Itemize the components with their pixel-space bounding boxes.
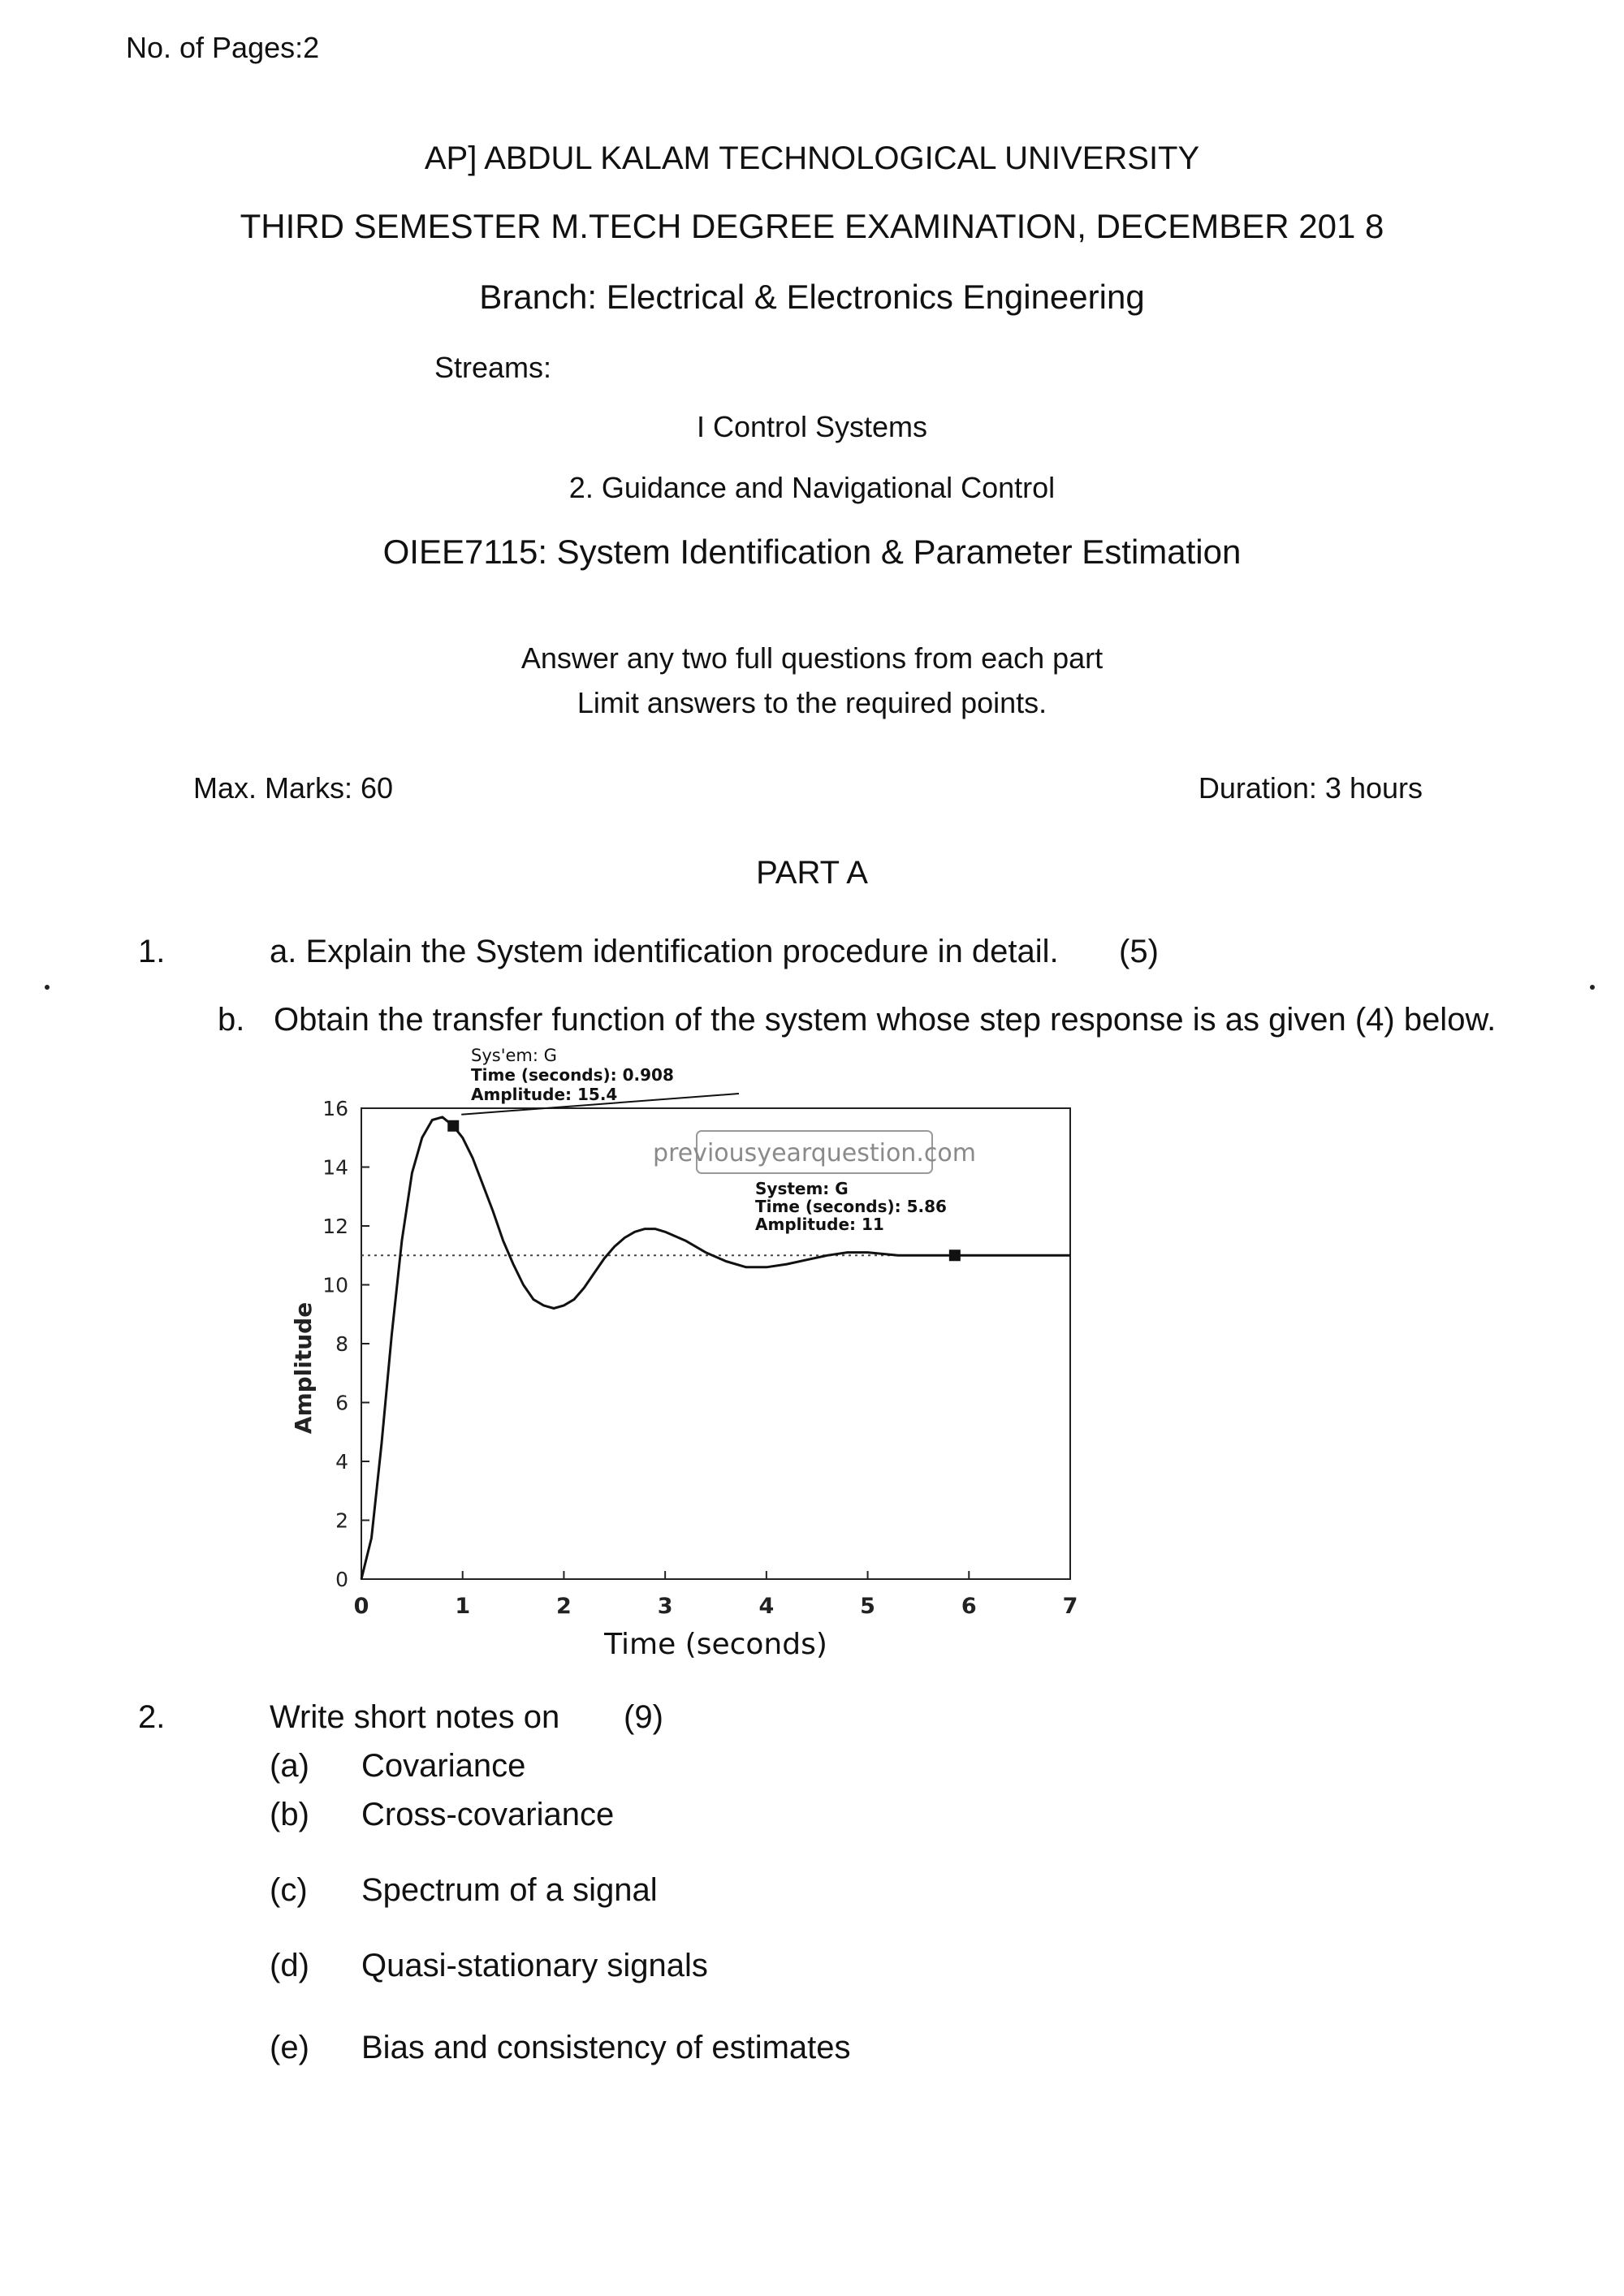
question-2-intro: Write short notes on xyxy=(270,1699,560,1735)
settling-marker xyxy=(949,1249,961,1261)
x-tick-label: 0 xyxy=(353,1594,369,1619)
y-tick-label: 16 xyxy=(322,1097,348,1120)
question-1a-text: a. Explain the System identification procedure in detail. xyxy=(270,934,1059,969)
university-name: AP] ABDUL KALAM TECHNOLOGICAL UNIVERSITY xyxy=(424,140,1200,176)
x-tick-label: 5 xyxy=(860,1594,875,1619)
margin-dot-right xyxy=(1590,985,1595,990)
question-2-marks: (9) xyxy=(624,1699,663,1735)
x-tick-label: 7 xyxy=(1062,1594,1078,1619)
question-number-2: 2. xyxy=(138,1699,166,1735)
y-tick-label: 12 xyxy=(322,1215,348,1238)
watermark-text: previousyearquestion.com xyxy=(653,1139,976,1167)
instruction-1: Answer any two full questions from each part xyxy=(520,641,1104,675)
stream-2: 2. Guidance and Navigational Control xyxy=(568,471,1056,504)
streams-label: Streams: xyxy=(434,351,552,384)
y-tick-label: 4 xyxy=(335,1450,348,1474)
list-item-text: Cross-covariance xyxy=(361,1797,615,1832)
question-number-1: 1. xyxy=(138,934,166,969)
step-response-line xyxy=(361,1117,1070,1579)
x-tick-label: 6 xyxy=(961,1594,977,1619)
y-tick-label: 6 xyxy=(335,1391,348,1415)
duration: Duration: 3 hours xyxy=(1198,771,1423,805)
list-item-label: (e) xyxy=(270,2030,309,2065)
y-tick-label: 0 xyxy=(335,1568,348,1591)
peak-annotation-amplitude: Amplitude: 15.4 xyxy=(471,1085,618,1104)
page-count: No. of Pages:2 xyxy=(126,31,320,64)
settling-annotation-time: Time (seconds): 5.86 xyxy=(755,1197,947,1216)
x-tick-label: 1 xyxy=(455,1594,471,1619)
stream-1: I Control Systems xyxy=(696,410,928,443)
y-tick-label: 8 xyxy=(335,1332,348,1356)
question-1a-marks: (5) xyxy=(1119,934,1159,969)
margin-dot-left xyxy=(45,985,50,990)
branch: Branch: Electrical & Electronics Engineering xyxy=(479,278,1145,316)
x-tick-label: 4 xyxy=(758,1594,775,1619)
peak-annotation-time: Time (seconds): 0.908 xyxy=(471,1065,674,1085)
course-title: OIEE7115: System Identification & Parameter Estimation xyxy=(382,533,1242,571)
y-axis-label: Amplitude xyxy=(290,1301,317,1435)
y-tick-label: 2 xyxy=(335,1508,348,1533)
settling-annotation-amplitude: Amplitude: 11 xyxy=(755,1215,884,1234)
list-item-label: (a) xyxy=(270,1748,309,1784)
peak-marker xyxy=(447,1120,459,1132)
y-tick-label: 14 xyxy=(322,1155,348,1180)
list-item-label: (d) xyxy=(270,1948,309,1983)
part-title: PART A xyxy=(756,855,868,891)
plot-frame xyxy=(361,1108,1070,1579)
peak-annotation-title: Sys'em: G xyxy=(471,1046,557,1065)
list-item-label: (c) xyxy=(270,1872,308,1908)
max-marks: Max. Marks: 60 xyxy=(193,771,394,805)
list-item-text: Bias and consistency of estimates xyxy=(361,2030,851,2065)
question-1b-text: Obtain the transfer function of the system whose step response is as given (4) below. xyxy=(274,1002,1497,1038)
y-tick-label: 10 xyxy=(322,1273,348,1297)
x-axis-label: Time (seconds) xyxy=(604,1628,827,1660)
settling-annotation-title: System: G xyxy=(755,1179,849,1198)
list-item-text: Spectrum of a signal xyxy=(361,1872,658,1908)
exam-title: THIRD SEMESTER M.TECH DEGREE EXAMINATION, DECEMBER 201 8 xyxy=(240,207,1384,245)
instruction-2: Limit answers to the required points. xyxy=(577,686,1047,719)
list-item-label: (b) xyxy=(270,1797,309,1832)
x-tick-label: 3 xyxy=(657,1594,673,1619)
x-tick-label: 2 xyxy=(556,1594,572,1619)
list-item-text: Covariance xyxy=(361,1748,526,1784)
list-item-text: Quasi-stationary signals xyxy=(361,1948,708,1983)
question-1b-label: b. xyxy=(218,1002,245,1038)
step-response-chart xyxy=(268,1043,1104,1660)
